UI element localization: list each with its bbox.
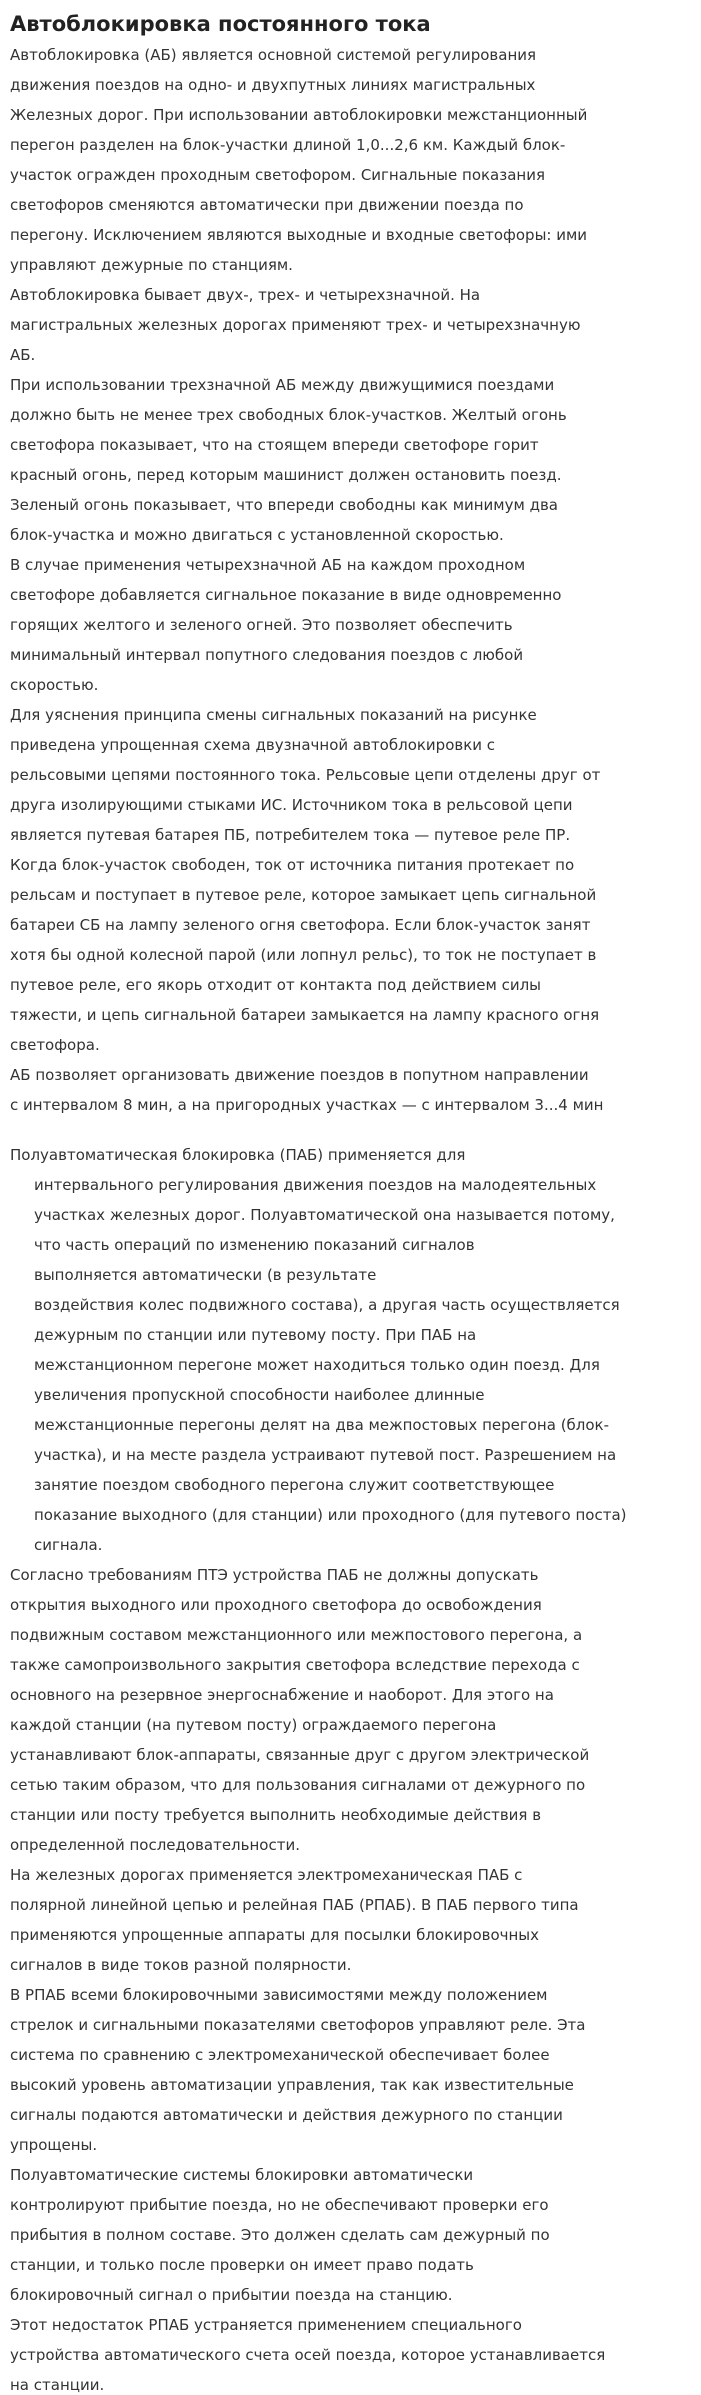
text-line: устанавливают блок-аппараты, связанные друг с другом электрической <box>10 1746 590 1764</box>
text-line: горящих желтого и зеленого огней. Это позволяет обеспечить <box>10 616 513 634</box>
text-line: На железных дорогах применяется электромеханическая ПАБ с <box>10 1866 523 1884</box>
text-line: определенной последовательности. <box>10 1836 300 1854</box>
text-line: В РПАБ всеми блокировочными зависимостями между положением <box>10 1986 548 2004</box>
text-line: является путевая батарея ПБ, потребителем тока — путевое реле ПР. <box>10 826 571 844</box>
text-line: дежурным по станции или путевому посту. При ПАБ на <box>34 1326 477 1344</box>
text-line: Когда блок-участок свободен, ток от источника питания протекает по <box>10 856 575 874</box>
text-line: хотя бы одной колесной парой (или лопнул рельс), то ток не поступает в <box>10 946 597 964</box>
text-line: участок огражден проходным светофором. Сигнальные показания <box>10 166 545 184</box>
text-line: Для уяснения принципа смены сигнальных показаний на рисунке <box>10 706 537 724</box>
text-line: Автоблокировка (АБ) является основной системой регулирования <box>10 46 537 64</box>
text-line: скоростью. <box>10 676 99 694</box>
text-line: светофоре добавляется сигнальное показание в виде одновременно <box>10 586 562 604</box>
text-line: сигналы подаются автоматически и действия дежурного по станции <box>10 2106 563 2124</box>
text-line: межстанционном перегоне может находиться только один поезд. Для <box>34 1356 600 1374</box>
text-line: занятие поездом свободного перегона служит соответствующее <box>34 1476 555 1494</box>
text-line: красный огонь, перед которым машинист должен остановить поезд. <box>10 466 562 484</box>
text-line: показание выходного (для станции) или проходного (для путевого поста) <box>34 1506 627 1524</box>
text-line: прибытия в полном составе. Это должен сделать сам дежурный по <box>10 2226 550 2244</box>
text-line: В случае применения четырехзначной АБ на каждом проходном <box>10 556 526 574</box>
text-line: участках железных дорог. Полуавтоматической она называется потому, <box>34 1206 615 1224</box>
text-line: станции или посту требуется выполнить необходимые действия в <box>10 1806 542 1824</box>
text-line: Автоблокировка бывает двух-, трех- и четырехзначной. На <box>10 286 481 304</box>
text-line: перегон разделен на блок-участки длиной 1,0...2,6 км. Каждый блок- <box>10 136 566 154</box>
text-line: с интервалом 8 мин, а на пригородных участках — с интервалом 3...4 мин <box>10 1096 604 1114</box>
text-line: устройства автоматического счета осей поезда, которое устанавливается <box>10 2346 606 2364</box>
text-line: упрощены. <box>10 2136 98 2154</box>
text-line: тяжести, и цепь сигнальной батареи замыкается на лампу красного огня <box>10 1006 600 1024</box>
text-line: минимальный интервал попутного следования поездов с любой <box>10 646 524 664</box>
text-line: подвижным составом межстанционного или межпостового перегона, а <box>10 1626 583 1644</box>
text-line: межстанционные перегоны делят на два межпостовых перегона (блок- <box>34 1416 610 1434</box>
text-line: участка), и на месте раздела устраивают путевой пост. Разрешением на <box>34 1446 617 1464</box>
text-line: Согласно требованиям ПТЭ устройства ПАБ не должны допускать <box>10 1566 539 1584</box>
text-line: светофора. <box>10 1036 100 1054</box>
text-line: основного на резервное энергоснабжение и наоборот. Для этого на <box>10 1686 554 1704</box>
text-line: Железных дорог. При использовании автоблокировки межстанционный <box>10 106 588 124</box>
text-line: АБ позволяет организовать движение поездов в попутном направлении <box>10 1066 589 1084</box>
text-line: Полуавтоматические системы блокировки автоматически <box>10 2166 474 2184</box>
text-line: воздействия колес подвижного состава), а другая часть осуществляется <box>34 1296 620 1314</box>
text-line: друга изолирующими стыками ИС. Источником тока в рельсовой цепи <box>10 796 573 814</box>
text-line: интервального регулирования движения поездов на малодеятельных <box>34 1176 597 1194</box>
text-line: каждой станции (на путевом посту) ограждаемого перегона <box>10 1716 497 1734</box>
text-line: Зеленый огонь показывает, что впереди свободны как минимум два <box>10 496 558 514</box>
text-line: на станции. <box>10 2376 105 2394</box>
text-line: Полуавтоматическая блокировка (ПАБ) применяется для <box>10 1146 466 1164</box>
text-line: стрелок и сигнальными показателями светофоров управляют реле. Эта <box>10 2016 586 2034</box>
text-line: блокировочный сигнал о прибытии поезда на станцию. <box>10 2286 453 2304</box>
text-line: движения поездов на одно- и двухпутных линиях магистральных <box>10 76 536 94</box>
text-line: При использовании трехзначной АБ между движущимися поездами <box>10 376 555 394</box>
text-line: станции, и только после проверки он имеет право подать <box>10 2256 474 2274</box>
text-line: батареи СБ на лампу зеленого огня светофора. Если блок-участок занят <box>10 916 591 934</box>
text-line: применяются упрощенные аппараты для посылки блокировочных <box>10 1926 540 1944</box>
text-line: сигналов в виде токов разной полярности. <box>10 1956 352 1974</box>
text-line: Этот недостаток РПАБ устраняется применением специального <box>10 2316 522 2334</box>
text-line: приведена упрощенная схема двузначной автоблокировки с <box>10 736 496 754</box>
text-line: высокий уровень автоматизации управления, так как известительные <box>10 2076 574 2094</box>
text-line: путевое реле, его якорь отходит от контакта под действием силы <box>10 976 542 994</box>
text-line: открытия выходного или проходного светофора до освобождения <box>10 1596 542 1614</box>
text-line: сетью таким образом, что для пользования сигналами от дежурного по <box>10 1776 586 1794</box>
text-line: выполняется автоматически (в результате <box>34 1266 377 1284</box>
text-line: перегону. Исключением являются выходные и входные светофоры: ими <box>10 226 588 244</box>
article-title: Автоблокировка постоянного тока <box>10 12 431 36</box>
text-line: АБ. <box>10 346 36 364</box>
text-line: блок-участка и можно двигаться с установленной скоростью. <box>10 526 504 544</box>
text-line: система по сравнению с электромеханической обеспечивает более <box>10 2046 550 2064</box>
text-line: также самопроизвольного закрытия светофора вследствие перехода с <box>10 1656 580 1674</box>
text-line: рельсам и поступает в путевое реле, которое замыкает цепь сигнальной <box>10 886 597 904</box>
text-line: магистральных железных дорогах применяют трех- и четырехзначную <box>10 316 581 334</box>
text-line: должно быть не менее трех свободных блок-участков. Желтый огонь <box>10 406 567 424</box>
text-line: светофоров сменяются автоматически при движении поезда по <box>10 196 524 214</box>
text-line: контролируют прибытие поезда, но не обеспечивают проверки его <box>10 2196 549 2214</box>
text-line: рельсовыми цепями постоянного тока. Рельсовые цепи отделены друг от <box>10 766 601 784</box>
text-line: полярной линейной цепью и релейная ПАБ (РПАБ). В ПАБ первого типа <box>10 1896 579 1914</box>
text-line: что часть операций по изменению показаний сигналов <box>34 1236 475 1254</box>
text-line: увеличения пропускной способности наиболее длинные <box>34 1386 485 1404</box>
text-line: светофора показывает, что на стоящем впереди светофоре горит <box>10 436 539 454</box>
text-line: управляют дежурные по станциям. <box>10 256 293 274</box>
text-line: сигнала. <box>34 1536 103 1554</box>
